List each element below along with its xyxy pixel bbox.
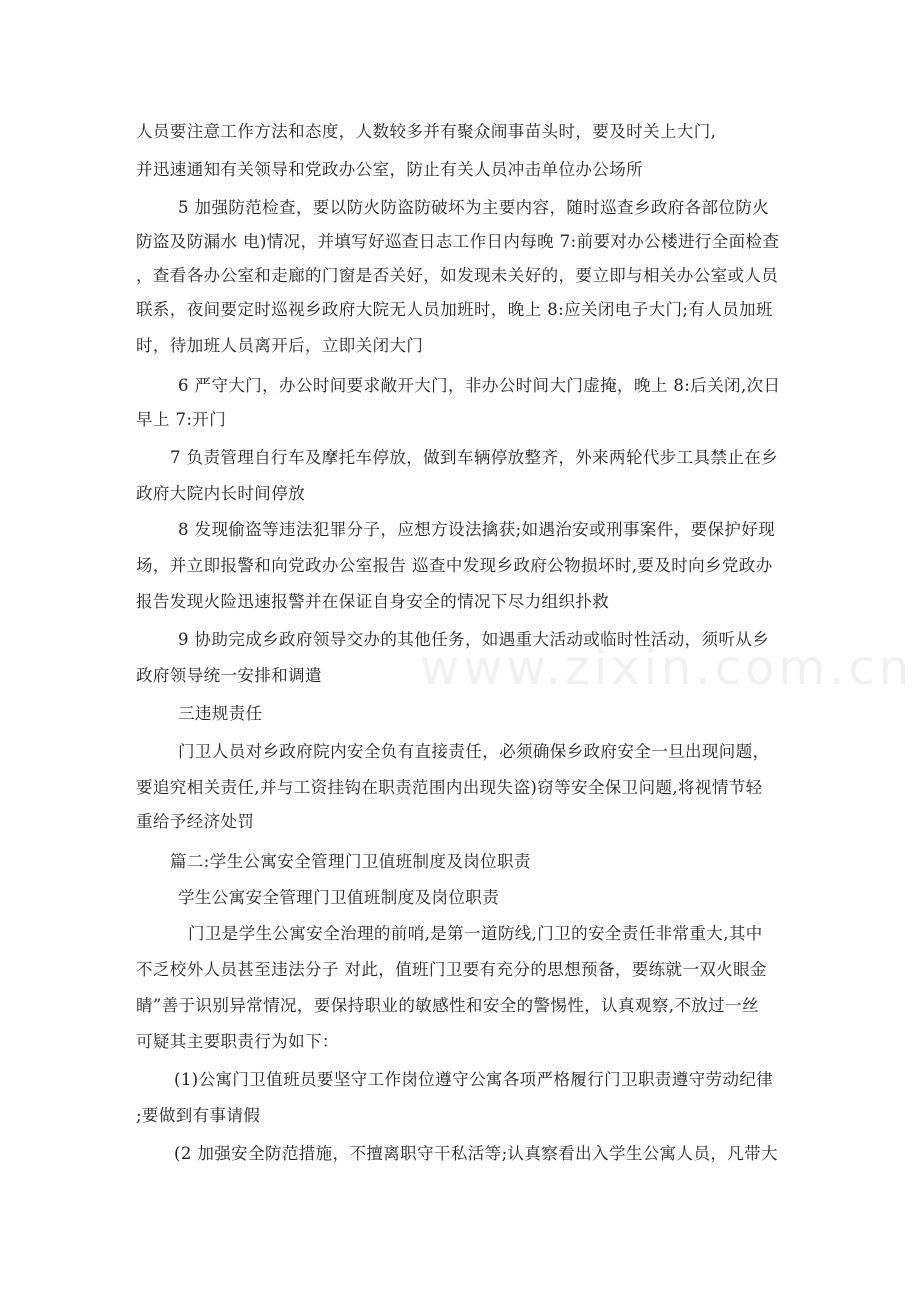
text-line: 门卫人员对乡政府院内安全负有直接责任，必须确保乡政府安全一旦出现问题， — [178, 742, 770, 761]
text-line: 睛”善于识别异常情况，要保持职业的敏感性和安全的警惕性，认真观察,不放过一丝 — [136, 996, 759, 1015]
text-line: 早上 7:开门 — [136, 410, 227, 429]
text-line: 5 加强防范检查，要以防火防盗防破坏为主要内容，随时巡查乡政府各部位防火 — [178, 198, 770, 217]
text-line: 要追究相关责任,并与工资挂钩在职责范围内出现失盗)窃等安全保卫问题,将视情节轻 — [136, 778, 763, 797]
text-line: 6 严守大门，办公时间要求敞开大门，非办公时间大门虚掩，晚上 8:后关闭,次日 — [178, 376, 781, 395]
watermark: www.zixin.com.cn — [420, 640, 914, 696]
text-line: 7 负责管理自行车及摩托车停放，做到车辆停放整齐，外来两轮代步工具禁止在乡 — [170, 448, 779, 467]
text-line: ，查看各办公室和走廊的门窗是否关好，如发现未关好的，要立即与相关办公室或人员 — [136, 266, 779, 285]
text-line: 防盗及防漏水 电)情况，并填写好巡查日志工作日内每晚 7:前要对办公楼进行全面检查 — [136, 232, 780, 251]
text-line: 场，并立即报警和向党政办公室报告 巡查中发现乡政府公物损坏时,要及时向乡党政办 — [136, 556, 773, 575]
text-line: (2 加强安全防范措施，不擅离职守干私活等;认真察看出入学生公寓人员，凡带大 — [174, 1144, 778, 1163]
text-line: 联系，夜间要定时巡视乡政府大院无人员加班时，晚上 8:应关闭电子大门;有人员加班 — [136, 300, 773, 319]
article-title: 篇二:学生公寓安全管理门卫值班制度及岗位职责 — [170, 852, 531, 871]
section-heading: 三违规责任 — [178, 704, 263, 723]
text-line: (1)公寓门卫值班员要坚守工作岗位遵守公寓各项严格履行门卫职责遵守劳动纪律 — [174, 1070, 774, 1089]
text-line: 政府大院内长时间停放 — [136, 484, 305, 503]
text-line: 重给予经济处罚 — [136, 812, 255, 831]
text-line: 时，待加班人员离开后，立即关闭大门 — [136, 336, 424, 355]
text-line: 门卫是学生公寓安全治理的前哨,是第一道防线,门卫的安全责任非常重大,其中 — [188, 924, 763, 943]
text-line: 报告发现火险迅速报警并在保证自身安全的情况下尽力组织扑救 — [136, 592, 610, 611]
text-line: 政府领导统一安排和调遣 — [136, 666, 322, 685]
text-line: 9 协助完成乡政府领导交办的其他任务，如遇重大活动或临时性活动，须听从乡 — [178, 630, 770, 649]
text-line: 人员要注意工作方法和态度，人数较多并有聚众闹事苗头时，要及时关上大门, — [136, 122, 717, 141]
text-line: ;要做到有事请假 — [136, 1106, 261, 1125]
text-line: 并迅速通知有关领导和党政办公室，防止有关人员冲击单位办公场所 — [136, 160, 643, 179]
text-line: 不乏校外人员甚至违法分子 对此，值班门卫要有充分的思想预备，要练就一双火眼金 — [136, 960, 767, 979]
text-line: 8 发现偷盗等违法犯罪分子，应想方设法擒获;如遇治安或刑事案件，要保护好现 — [178, 520, 776, 539]
article-subtitle: 学生公寓安全管理门卫值班制度及岗位职责 — [178, 888, 500, 907]
text-line: 可疑其主要职责行为如下： — [136, 1032, 339, 1051]
